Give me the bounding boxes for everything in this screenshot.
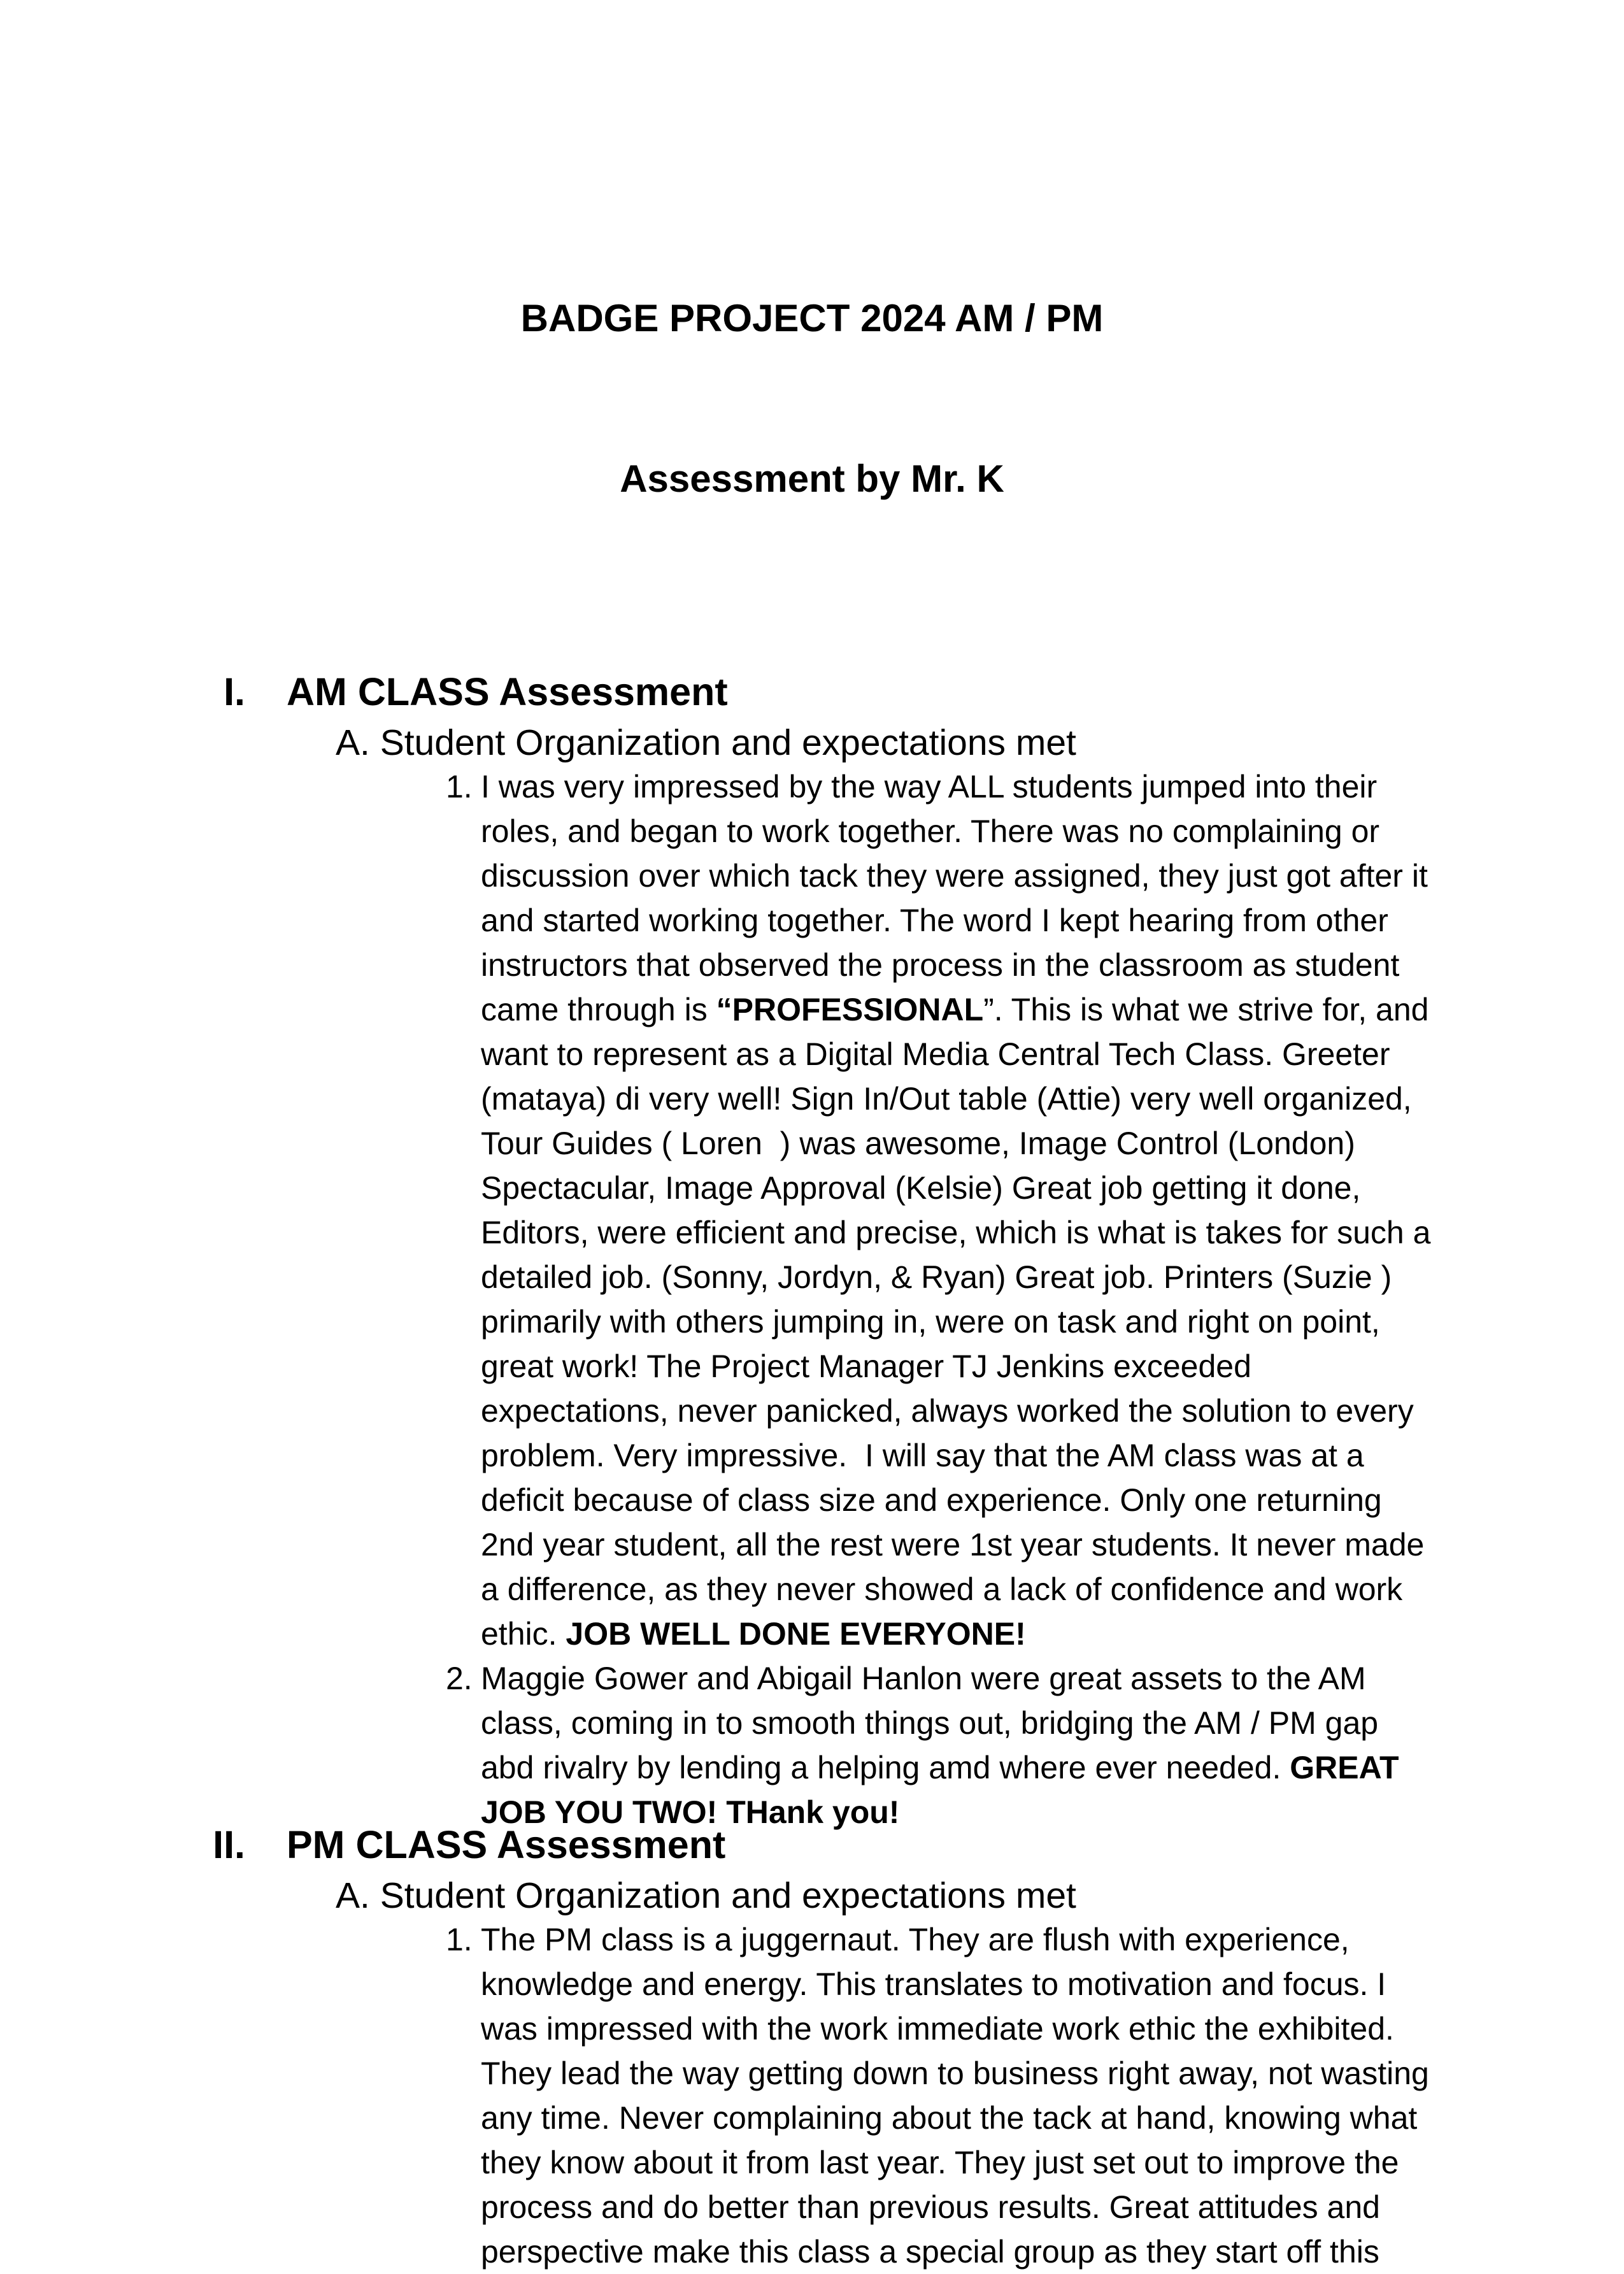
text-line [481,1255,1624,1299]
text-run: abd rivalry by lending a helping amd where ever needed. [481,1750,1290,1785]
text-line [481,1478,1624,1522]
section-items [0,1917,1624,2274]
text-run: Editors, were efficient and precise, which is what is takes for such a [481,1215,1431,1250]
text-run: process and do better than previous results. Great attitudes and [481,2189,1380,2225]
section-subheading: A. Student Organization and expectations met [336,1875,1076,1916]
text-run: instructors that observed the process in the classroom as student [481,947,1400,983]
text-run: roles, and began to work together. There was no complaining or [481,813,1380,849]
text-run: (mataya) di very well! Sign In/Out table (Attie) very well organized, [481,1081,1412,1117]
text-run: came through is [481,992,716,1027]
text-line [481,1389,1624,1433]
text-run: any time. Never complaining about the tack at hand, knowing what [481,2100,1418,2136]
text-line [481,1962,1624,2006]
title-line-2: Assessment by Mr. K [620,457,1004,500]
text-run: deficit because of class size and experience. Only one returning [481,1482,1382,1518]
text-line [481,2051,1624,2096]
text-run: they know about it from last year. They just set out to improve the [481,2145,1399,2180]
text-run: Tour Guides ( Loren ) was awesome, Image Control (London) [481,1126,1355,1161]
text-run: Maggie Gower and Abigail Hanlon were great assets to the AM [481,1661,1366,1696]
text-line [481,1612,1624,1656]
text-line [481,943,1624,987]
section-heading-label: PM CLASS Assessment [287,1823,726,1866]
bold-text-run: JOB YOU TWO! THank you! [481,1794,900,1830]
section-items [0,764,1624,1834]
text-run: I was very impressed by the way ALL students jumped into their [481,769,1378,804]
text-run: and started working together. The word I kept hearing from other [481,903,1388,938]
text-run: knowledge and energy. This translates to motivation and focus. I [481,1966,1386,2002]
list-item-text [481,1917,1624,2274]
text-line [481,2140,1624,2185]
text-line [481,898,1624,943]
text-line [481,1522,1624,1567]
list-item-text [481,764,1624,1656]
text-line [481,2006,1624,2051]
text-line [481,1299,1624,1344]
text-line [481,1210,1624,1255]
section-numeral: II. [213,1823,245,1866]
text-run: perspective make this class a special group as they start off this [481,2234,1379,2270]
text-line [481,809,1624,854]
text-line [481,1567,1624,1612]
text-line [481,1701,1624,1745]
text-line [481,1121,1624,1166]
list-item [0,764,1624,1656]
bold-text-run: GREAT [1290,1750,1399,1785]
section-heading [0,665,1624,719]
text-line [481,2229,1624,2274]
text-run: discussion over which tack they were assigned, they just got after it [481,858,1428,894]
text-run: primarily with others jumping in, were on task and right on point, [481,1304,1380,1340]
text-line [481,2185,1624,2229]
bold-text-run: JOB WELL DONE EVERYONE! [566,1616,1026,1652]
list-item [0,1656,1624,1834]
text-run: problem. Very impressive. I will say that the AM class was at a [481,1438,1364,1473]
text-run: 2nd year student, all the rest were 1st year students. It never made [481,1527,1425,1562]
text-run: class, coming in to smooth things out, bridging the AM / PM gap [481,1705,1379,1741]
text-run: was impressed with the work immediate work ethic the exhibited. [481,2011,1394,2047]
text-run: ethic. [481,1616,566,1652]
text-line [481,1917,1624,1962]
text-line [481,1032,1624,1076]
section-subheading: A. Student Organization and expectations met [336,722,1076,763]
list-item-number: 2. [446,1661,473,1696]
text-line [481,1433,1624,1478]
text-line [481,764,1624,809]
list-item-text [481,1656,1624,1834]
text-line [481,1166,1624,1210]
text-run: great work! The Project Manager TJ Jenkins exceeded [481,1348,1251,1384]
text-run: a difference, as they never showed a lack of confidence and work [481,1571,1403,1607]
text-run: They lead the way getting down to business right away, not wasting [481,2056,1429,2091]
section-heading-label: AM CLASS Assessment [287,670,728,713]
title-line-1: BADGE PROJECT 2024 AM / PM [520,297,1104,340]
bold-text-run: “PROFESSIONAL [716,992,984,1027]
list-item-number: 1. [446,1922,473,1957]
section-numeral: I. [224,670,245,713]
text-run: detailed job. (Sonny, Jordyn, & Ryan) Great job. Printers (Suzie ) [481,1259,1392,1295]
text-line [481,1076,1624,1121]
text-run: Spectacular, Image Approval (Kelsie) Great job getting it done, [481,1170,1361,1206]
document-title [0,185,1624,613]
list-item [0,1917,1624,2274]
list-item-number: 1. [446,769,473,804]
text-run: want to represent as a Digital Media Central Tech Class. Greeter [481,1036,1390,1072]
text-run: The PM class is a juggernaut. They are flush with experience, [481,1922,1350,1957]
sections-container [0,665,1624,2274]
text-run: expectations, never panicked, always worked the solution to every [481,1393,1414,1429]
text-line [481,1656,1624,1701]
text-line [481,1344,1624,1389]
text-line [481,1745,1624,1790]
text-line [481,987,1624,1032]
text-line [481,854,1624,898]
text-run: ”. This is what we strive for, and [983,992,1429,1027]
text-line [481,2096,1624,2140]
